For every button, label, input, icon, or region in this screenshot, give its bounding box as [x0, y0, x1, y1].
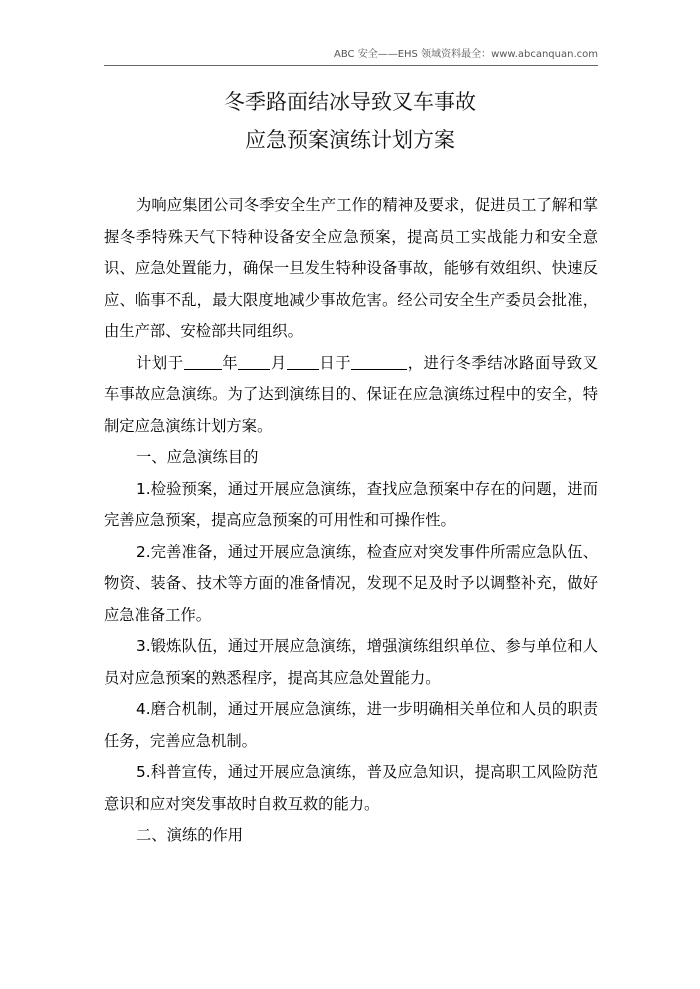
page-header: ABC 安全——EHS 领域资料最全：www.abcanquan.com	[334, 49, 598, 60]
plan-paragraph	[104, 348, 598, 443]
plan-month-label: 月	[270, 353, 287, 372]
purpose-item-4: 4.磨合机制，通过开展应急演练，进一步明确相关单位和人员的职责任务，完善应急机制。	[104, 700, 598, 750]
purpose-item-2: 2.完善准备，通过开展应急演练，检查应对突发事件所需应急队伍、物资、装备、技术等方面的准备情况，发现不足及时予以调整补充，做好应急准备工作。	[104, 542, 598, 624]
header-divider	[104, 65, 598, 66]
plan-year-label: 年	[221, 353, 239, 372]
month-blank	[238, 353, 270, 370]
document-title-line-2: 应急预案演练计划方案	[245, 128, 455, 152]
intro-paragraph: 为响应集团公司冬季安全生产工作的精神及要求，促进员工了解和掌握冬季特殊天气下特种设备安全应急预案，提高员工实战能力和安全意识、应急处置能力，确保一旦发生特种设备事故，能够有效组织、快速反应、临事不乱，最大限度地减少事故危害。经公司安全生产委员会批准，由生产部、安检部共同组织。	[104, 196, 598, 340]
document-title-line-1: 冬季路面结冰导致叉车事故	[224, 90, 476, 114]
purpose-item-3: 3.锻炼队伍，通过开展应急演练，增强演练组织单位、参与单位和人员对应急预案的熟悉程序，提高其应急处置能力。	[104, 637, 598, 687]
plan-day-label: 日于	[318, 353, 352, 372]
section-heading-purpose: 一、应急演练目的	[136, 448, 259, 466]
plan-suffix: ，进行冬季结冰路面导致叉车事故应急演练。为了达到演练目的、保证在应急演练过程中的安全，特制定应急演练计划方案。	[104, 353, 598, 435]
document-body	[104, 190, 598, 852]
purpose-item-1: 1.检验预案，通过开展应急演练，查找应急预案中存在的问题，进而完善应急预案，提高应急预案的可用性和可操作性。	[104, 479, 598, 529]
purpose-item-5: 5.科普宣传，通过开展应急演练，普及应急知识，提高职工风险防范意识和应对突发事故时自救互救的能力。	[104, 763, 598, 813]
section-heading-role: 二、演练的作用	[136, 826, 244, 844]
location-blank	[351, 353, 407, 370]
plan-prefix: 计划于	[136, 353, 184, 372]
year-blank	[184, 353, 222, 370]
day-blank	[287, 353, 319, 370]
